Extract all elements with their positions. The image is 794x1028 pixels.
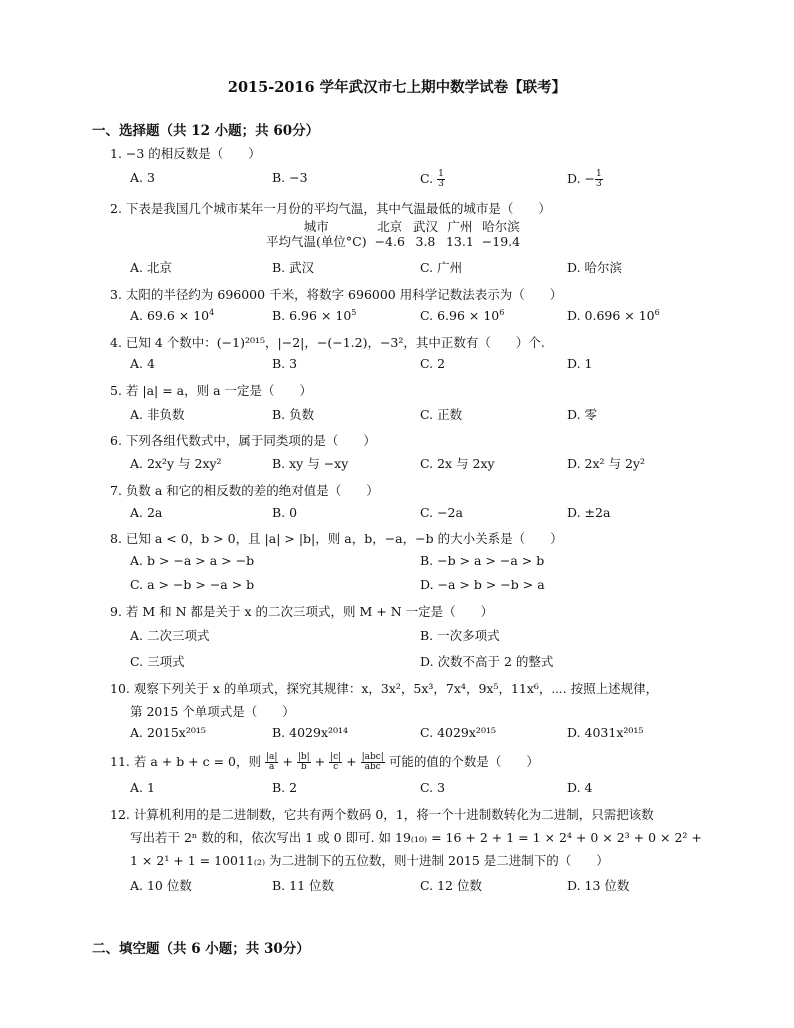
- options-7: [130, 505, 650, 525]
- question-8: 8. 已知 a < 0，b > 0，且 |a| > |b|，则 a，b，−a，−b 的大小关系是（ ）: [110, 531, 563, 546]
- options-2: [130, 258, 650, 278]
- question-12-line-1: 12. 计算机利用的是二进制数，它共有两个数码 0，1，将一个十进制数转化为二进制，只需把该数: [110, 807, 654, 822]
- option-d: D. 1: [567, 356, 593, 371]
- options-8-row-1: [130, 553, 650, 573]
- table-header-cell: 哈尔滨: [482, 219, 520, 234]
- option-b: B. 0: [272, 505, 298, 520]
- option-c: C. $6.96 \times 10^6$: [420, 308, 505, 324]
- options-4: [130, 356, 650, 376]
- option-b: B. 武汉: [272, 260, 315, 275]
- table-cell: 13.1: [445, 234, 474, 249]
- page-title: 2015-2016 学年武汉市七上期中数学试卷【联考】: [227, 79, 567, 96]
- table-cell: −4.6: [374, 234, 405, 249]
- option-d: D. − $\frac{1}{3}$: [567, 169, 602, 189]
- option-c: C. 2: [420, 356, 446, 371]
- option-d: D. 13 位数: [567, 878, 630, 893]
- option-a: A. 非负数: [130, 407, 185, 422]
- option-d: D. $0.696 \times 10^6$: [567, 308, 660, 324]
- option-d: D. −a > b > −b > a: [420, 577, 545, 592]
- option-c: C. −2a: [420, 505, 463, 520]
- question-11: 11. 若 a + b + c = 0，则 $\frac{|a|}{a}$ + $\frac{|b|}{b}$ + $\frac{|c|}{c}$ + $\frac{\text{|abc|}}{\text{abc}}$ 可能的值的个数是（ ）: [110, 752, 539, 772]
- option-c: C. a > −b > −a > b: [130, 577, 255, 592]
- question-3: 3. 太阳的半径约为 696000 千米，将数字 696000 用科学记数法表示为（ ）: [110, 287, 563, 302]
- option-a: A. 北京: [130, 260, 172, 275]
- option-b: B. −3: [272, 170, 308, 185]
- section-heading-choice: 一、选择题（共 12 小题；共 60分）: [92, 123, 320, 139]
- option-b: B. 3: [272, 356, 298, 371]
- options-8-row-2: [130, 577, 650, 597]
- options-3: [130, 308, 660, 328]
- options-10: [130, 725, 650, 745]
- question-7: 7. 负数 a 和它的相反数的差的绝对值是（ ）: [110, 483, 379, 498]
- table-header-cell: 武汉: [412, 219, 438, 234]
- table-header-cell: 城市: [303, 219, 329, 234]
- option-d: D. 零: [567, 407, 598, 422]
- option-b: B. 2: [272, 780, 298, 795]
- option-c: C. 正数: [420, 407, 463, 422]
- question-6: 6. 下列各组代数式中，属于同类项的是（ ）: [110, 433, 376, 448]
- option-a: A. 10 位数: [130, 878, 192, 893]
- option-c: C. 广州: [420, 260, 463, 275]
- option-a: A. 2a: [130, 505, 163, 520]
- option-c: C. 12 位数: [420, 878, 482, 893]
- option-c: C. 4029x²⁰¹⁵: [420, 725, 496, 740]
- question-12-line-2: 写出若干 2ⁿ 数的和，依次写出 1 或 0 即可. 如 19₍₁₀₎ = 16 + 2 + 1 = 1 × 2⁴ + 0 × 2³ + 0 × 2² +: [130, 830, 702, 845]
- option-d: D. 2x² 与 2y²: [567, 456, 646, 471]
- temperature-table: [262, 219, 524, 249]
- option-b: B. xy 与 −xy: [272, 456, 349, 471]
- option-c: C. 2x 与 2xy: [420, 456, 495, 471]
- options-9-row-2: [130, 652, 650, 672]
- option-b: B. 一次多项式: [420, 628, 500, 643]
- option-a: A. 2015x²⁰¹⁵: [130, 725, 206, 740]
- option-a: A. 1: [130, 780, 155, 795]
- table-header-cell: 北京: [377, 219, 403, 234]
- option-b: B. −b > a > −a > b: [420, 553, 545, 568]
- option-c: C. $\frac{1}{3}$: [420, 169, 444, 189]
- question-10-line-1: 10. 观察下列关于 x 的单项式，探究其规律：x，3x²，5x³，7x⁴，9x⁵，11x⁶，⋯. 按照上述规律，: [110, 681, 659, 696]
- question-5: 5. 若 |a| = a，则 a 一定是（ ）: [110, 383, 313, 398]
- option-a: A. 4: [130, 356, 155, 371]
- options-5: [130, 405, 650, 425]
- options-1: [130, 170, 650, 190]
- option-c: C. 三项式: [130, 654, 185, 669]
- option-d: D. 4031x²⁰¹⁵: [567, 725, 644, 740]
- option-b: B. 4029x²⁰¹⁴: [272, 725, 349, 740]
- question-4: 4. 已知 4 个数中：(−1)²⁰¹⁵，|−2|，−(−1.2)，−3²，其中正数有（ ）个.: [110, 335, 545, 350]
- option-c: C. 3: [420, 780, 446, 795]
- option-b: B. $6.96 \times 10^5$: [272, 308, 357, 324]
- question-12-line-3: 1 × 2¹ + 1 = 10011₍₂₎ 为二进制下的五位数，则十进制 2015 是二进制下的（ ）: [130, 853, 609, 868]
- question-2: 2. 下表是我国几个城市某年一月份的平均气温，其中气温最低的城市是（ ）: [110, 201, 551, 216]
- option-a: A. b > −a > a > −b: [130, 553, 255, 568]
- question-10-line-2: 第 2015 个单项式是（ ）: [130, 704, 295, 719]
- question-9: 9. 若 M 和 N 都是关于 x 的二次三项式，则 M + N 一定是（ ）: [110, 604, 494, 619]
- table-cell: 平均气温(单位°C): [266, 234, 367, 249]
- option-d: D. 次数不高于 2 的整式: [420, 654, 554, 669]
- option-d: D. 4: [567, 780, 593, 795]
- option-b: B. 负数: [272, 407, 315, 422]
- options-12: [130, 876, 650, 896]
- option-d: D. ±2a: [567, 505, 611, 520]
- option-d: D. 哈尔滨: [567, 260, 623, 275]
- option-b: B. 11 位数: [272, 878, 335, 893]
- options-11: [130, 780, 650, 800]
- option-a: A. $69.6 \times 10^4$: [130, 308, 215, 324]
- section-heading-fill: 二、填空题（共 6 小题；共 30分）: [92, 941, 310, 957]
- option-a: A. 2x²y 与 2xy²: [130, 456, 222, 471]
- table-header-cell: 广州: [447, 219, 473, 234]
- option-a: A. 3: [130, 170, 155, 185]
- options-6: [130, 454, 650, 474]
- table-cell: −19.4: [481, 234, 521, 249]
- table-cell: 3.8: [415, 234, 436, 249]
- option-a: A. 二次三项式: [130, 628, 210, 643]
- options-9-row-1: [130, 626, 650, 646]
- question-1: 1. −3 的相反数是（ ）: [110, 146, 261, 161]
